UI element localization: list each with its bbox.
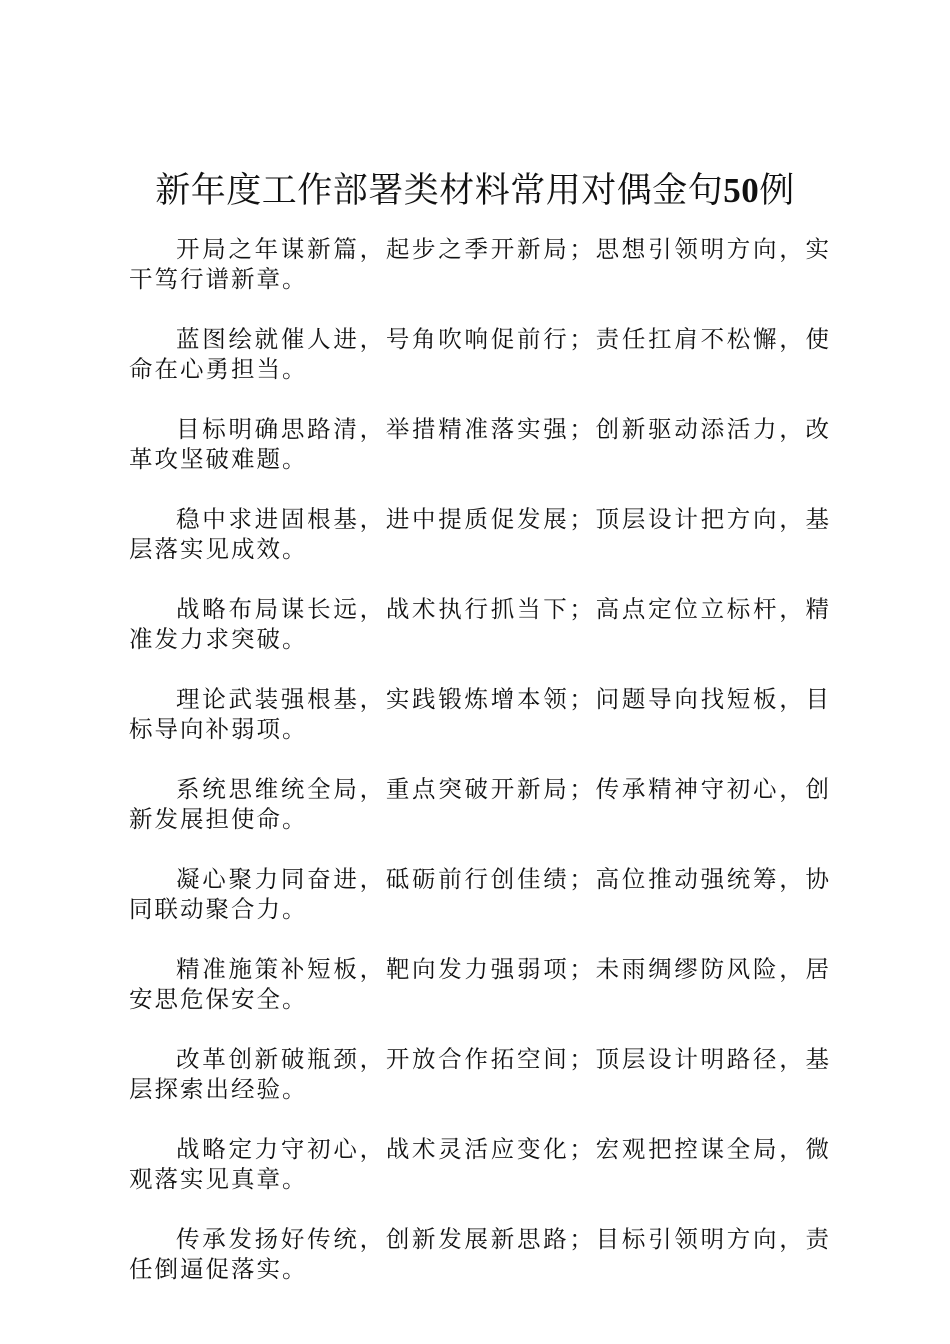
document-body: [129, 234, 831, 1314]
document-title: [0, 168, 950, 214]
paragraph-3: 目标明确思路清，举措精准落实强；创新驱动添活力，改革攻坚破难题。: [129, 415, 831, 473]
paragraph-9: 精准施策补短板，靶向发力强弱项；未雨绸缪防风险，居安思危保安全。: [129, 955, 831, 1013]
paragraph-11: 战略定力守初心，战术灵活应变化；宏观把控谋全局，微观落实见真章。: [129, 1135, 831, 1193]
title-suffix: 例: [759, 171, 795, 211]
paragraph-12: 传承发扬好传统，创新发展新思路；目标引领明方向，责任倒逼促落实。: [129, 1225, 831, 1283]
title-text: 新年度工作部署类材料常用对偶金句: [155, 171, 724, 211]
title-number: 50: [723, 171, 760, 210]
paragraph-7: 系统思维统全局，重点突破开新局；传承精神守初心，创新发展担使命。: [129, 775, 831, 833]
paragraph-6: 理论武装强根基，实践锻炼增本领；问题导向找短板，目标导向补弱项。: [129, 685, 831, 743]
paragraph-10: 改革创新破瓶颈，开放合作拓空间；顶层设计明路径，基层探索出经验。: [129, 1045, 831, 1103]
paragraph-2: 蓝图绘就催人进，号角吹响促前行；责任扛肩不松懈，使命在心勇担当。: [129, 325, 831, 383]
paragraph-4: 稳中求进固根基，进中提质促发展；顶层设计把方向，基层落实见成效。: [129, 505, 831, 563]
paragraph-1: 开局之年谋新篇，起步之季开新局；思想引领明方向，实干笃行谱新章。: [129, 235, 831, 293]
paragraph-8: 凝心聚力同奋进，砥砺前行创佳绩；高位推动强统筹，协同联动聚合力。: [129, 865, 831, 923]
paragraph-5: 战略布局谋长远，战术执行抓当下；高点定位立标杆，精准发力求突破。: [129, 595, 831, 653]
